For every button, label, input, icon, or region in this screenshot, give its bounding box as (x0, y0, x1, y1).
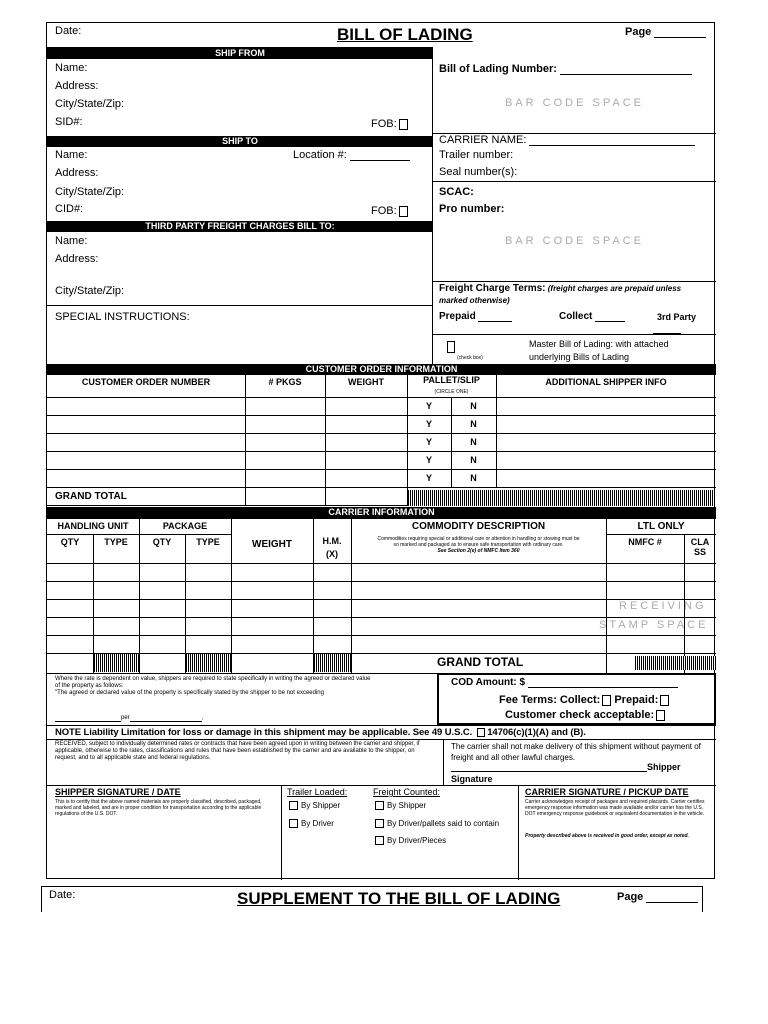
received-text: RECEIVED, subject to individually determined rates or contracts that have been agreed upon in writing between the carrier and shipper, if applicable, otherwise to the rates, classifications and rules that have been established by the carrier and are available to the shipper, on request, and to all applicable state and federal regulations. (55, 741, 420, 761)
receiving-stamp: RECEIVING (619, 600, 707, 612)
slip-no[interactable]: N (470, 401, 477, 411)
supplement-date-label: Date: (49, 889, 76, 901)
ltl-only-header: LTL ONLY (637, 521, 685, 532)
carrier-info-heading: CARRIER INFORMATION (47, 507, 716, 518)
liability-note[interactable]: NOTE Liability Limitation for loss or damage in this shipment may be applicable. See 49 U.S.C. 14706(c)(1)(A) and (B). (55, 727, 586, 738)
special-instructions[interactable]: SPECIAL INSTRUCTIONS: (55, 311, 190, 323)
checkbox-icon[interactable] (375, 801, 384, 810)
shaded-area (94, 654, 139, 672)
pallet-yes[interactable]: Y (425, 437, 432, 447)
ship-to-location[interactable]: Location #: (293, 149, 410, 161)
supplement-page-label: Page (617, 891, 698, 903)
counted-by-driver-pallets[interactable]: By Driver/pallets said to contain (375, 819, 499, 828)
col-customer-order-number: CUSTOMER ORDER NUMBER (81, 377, 211, 387)
stamp-space: STAMP SPACE (599, 619, 709, 631)
pallet-yes[interactable]: Y (425, 419, 432, 429)
trailer-by-shipper[interactable]: By Shipper (289, 801, 340, 810)
checkbox-icon[interactable] (375, 819, 384, 828)
bill-of-lading-form (46, 22, 715, 879)
type-header: TYPE (196, 537, 220, 547)
fob-checkbox[interactable] (399, 119, 408, 130)
date-label: Date: (55, 25, 82, 37)
col-additional-info: ADDITIONAL SHIPPER INFO (545, 377, 667, 387)
collect-option[interactable]: Collect (559, 311, 625, 322)
hm-x-header: (X) (326, 549, 338, 559)
trailer-loaded-title: Trailer Loaded: (287, 787, 348, 797)
freight-counted-title: Freight Counted: (373, 787, 441, 797)
supplement-header (41, 886, 703, 912)
third-party-name[interactable]: Name: (55, 235, 88, 247)
circle-one-label: (CIRCLE ONE) (434, 389, 469, 395)
slip-no[interactable]: N (470, 455, 477, 465)
good-order-text: Property described above is received in good order, except as noted. (525, 833, 689, 839)
ship-to-heading: SHIP TO (47, 136, 433, 147)
slip-no[interactable]: N (470, 473, 477, 483)
ship-from-fob[interactable]: FOB: (371, 118, 408, 130)
counted-by-shipper[interactable]: By Shipper (375, 801, 426, 810)
col-pkgs: # PKGS (268, 377, 302, 387)
declared-value-per[interactable]: per , (55, 715, 203, 722)
checkbox-icon[interactable] (289, 819, 298, 828)
pallet-yes[interactable]: Y (425, 473, 432, 483)
freight-terms: Freight Charge Terms: (freight charges are prepaid unless marked otherwise) (439, 283, 682, 305)
barcode-space-2: BAR CODE SPACE (505, 235, 644, 247)
customer-check[interactable]: Customer check acceptable: (505, 709, 665, 721)
carrier-name[interactable]: CARRIER NAME: (439, 134, 695, 146)
ship-from-heading: SHIP FROM (47, 48, 433, 59)
handling-unit-header: HANDLING UNIT (57, 521, 129, 531)
weight-header: WEIGHT (252, 539, 292, 550)
class-header: CLA SS (690, 537, 710, 557)
signature-label: Signature (451, 774, 493, 784)
customer-order-heading: CUSTOMER ORDER INFORMATION (47, 364, 716, 375)
page-label: Page (625, 26, 706, 38)
shaded-area (635, 656, 716, 670)
hm-header: H.M. (322, 536, 342, 546)
col-pallet-slip: PALLET/SLIP (423, 375, 480, 385)
pallet-yes[interactable]: Y (425, 455, 432, 465)
shaded-area (314, 654, 351, 672)
prepaid-option[interactable]: Prepaid (439, 311, 512, 322)
bol-number-label[interactable]: Bill of Lading Number: (439, 63, 692, 75)
commodity-header: COMMODITY DESCRIPTION (411, 521, 546, 532)
cod-amount[interactable]: COD Amount: $ (451, 677, 678, 688)
shipper-certify-text: This is to certify that the above named materials are properly classified, described, packaged, marked and labeled, and are in proper condition for transportation according to the applicable regulations of the U.S. DOT. (55, 799, 262, 817)
ship-to-fob[interactable]: FOB: (371, 205, 408, 217)
ship-to-name[interactable]: Name: (55, 149, 88, 161)
counted-by-driver-pieces[interactable]: By Driver/Pieces (375, 836, 446, 845)
slip-no[interactable]: N (470, 419, 477, 429)
ship-to-address[interactable]: Address: (55, 167, 99, 179)
third-party-heading: THIRD PARTY FREIGHT CHARGES BILL TO: (47, 221, 433, 232)
master-bol-checkbox[interactable] (445, 339, 455, 353)
trailer-number[interactable]: Trailer number: (439, 149, 514, 161)
third-party-option[interactable]: 3rd Party (657, 312, 697, 322)
qty-header: QTY (152, 537, 172, 547)
carrier-signature-title: CARRIER SIGNATURE / PICKUP DATE (525, 787, 689, 797)
third-party-address[interactable]: Address: (55, 253, 99, 265)
trailer-by-driver[interactable]: By Driver (289, 819, 334, 828)
col-weight: WEIGHT (348, 377, 384, 387)
package-header: PACKAGE (162, 521, 208, 531)
form-title: BILL OF LADING (337, 25, 473, 44)
check-box-label: (check box) (457, 355, 483, 361)
third-party-city[interactable]: City/State/Zip: (55, 285, 125, 297)
grand-total-label: GRAND TOTAL (55, 491, 127, 502)
slip-no[interactable]: N (470, 437, 477, 447)
master-bol-text: Master Bill of Lading: with attached underlying Bills of Lading (529, 339, 669, 362)
ship-from-name[interactable]: Name: (55, 62, 88, 74)
supplement-title: SUPPLEMENT TO THE BILL OF LADING (237, 889, 561, 908)
commodity-note: Commodities requiring special or additional care or attention in handling or stowing must be so marked and packaged as to ensure safe transportation with ordinary care. See Section 2(e) of NMFC Item 360 (377, 536, 580, 554)
ship-to-cid[interactable]: CID#: (55, 203, 84, 215)
carrier-grand-total: GRAND TOTAL (437, 655, 524, 669)
shaded-area (408, 490, 716, 506)
carrier-certify-text: Carrier acknowledges receipt of packages and required placards. Carrier certifies emergency response information was made available and/or carrier has the U.S. DOT emergency response guidebook or equivalent documentation in the vehicle. (525, 799, 705, 817)
pallet-yes[interactable]: Y (425, 401, 432, 411)
checkbox-icon[interactable] (289, 801, 298, 810)
shipper-signature-title: SHIPPER SIGNATURE / DATE (55, 787, 181, 797)
ship-from-address[interactable]: Address: (55, 80, 99, 92)
scac[interactable]: SCAC: (439, 186, 474, 198)
pro-number[interactable]: Pro number: (439, 203, 505, 215)
nmfc-header: NMFC # (628, 537, 662, 547)
ship-from-city[interactable]: City/State/Zip: (55, 98, 125, 110)
fob-checkbox[interactable] (399, 206, 408, 217)
fee-terms[interactable]: Fee Terms: Collect: Prepaid: (499, 694, 669, 706)
declared-value-text: Where the rate is dependent on value, shippers are required to state specifically in writing the agreed or declared value of the property as follows: "The agreed or declared value of the property is specifically stated by the shipper to be not exceeding (55, 676, 371, 696)
seal-numbers[interactable]: Seal number(s): (439, 166, 518, 178)
shipper-signature-line[interactable]: Shipper (451, 762, 681, 772)
qty-header: QTY (60, 537, 80, 547)
ship-from-sid[interactable]: SID#: (55, 116, 83, 128)
type-header: TYPE (104, 537, 128, 547)
barcode-space-1: BAR CODE SPACE (505, 97, 644, 109)
ship-to-city[interactable]: City/State/Zip: (55, 186, 125, 198)
shaded-area (186, 654, 231, 672)
no-delivery-text: The carrier shall not make delivery of this shipment without payment of freight and all other lawful charges. (451, 742, 701, 762)
checkbox-icon[interactable] (375, 836, 384, 845)
